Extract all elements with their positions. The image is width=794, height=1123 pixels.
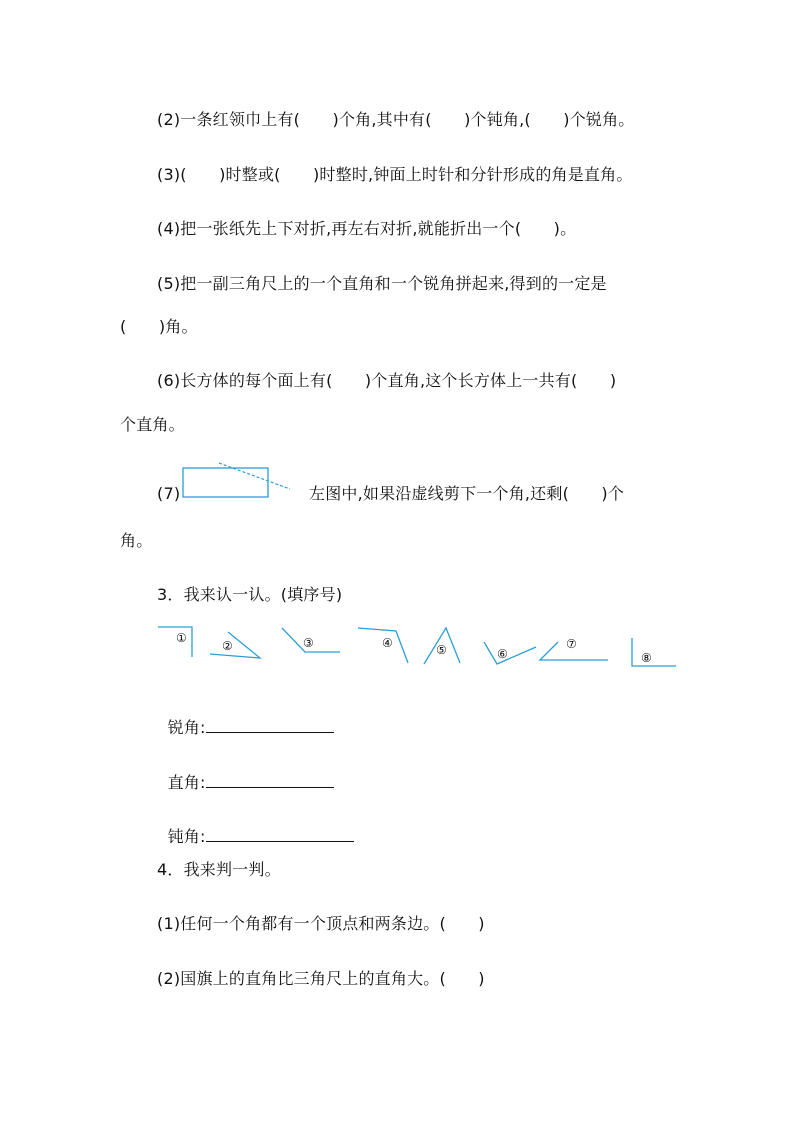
question-2-7-number: (7) xyxy=(157,484,181,503)
angle-figures xyxy=(150,620,690,680)
question-2-5-line1: (5)把一副三角尺上的一个直角和一个锐角拼起来,得到的一定是 xyxy=(157,274,607,293)
right-answer-blank[interactable] xyxy=(206,771,334,788)
dashed-cut-line xyxy=(219,463,290,489)
rectangle-cut-figure xyxy=(175,460,305,500)
rectangle-shape xyxy=(183,468,268,497)
angle-8-shape xyxy=(632,638,676,666)
angle-1-label: ① xyxy=(176,631,187,645)
section-4-heading: 4．我来判一判。 xyxy=(157,860,281,879)
question-4-1: (1)任何一个角都有一个顶点和两条边。( ) xyxy=(157,914,485,933)
question-2-4: (4)把一张纸先上下对折,再左右对折,就能折出一个( )。 xyxy=(157,219,577,238)
angle-7-label: ⑦ xyxy=(566,637,577,651)
obtuse-label: 钝角: xyxy=(167,827,206,846)
question-2-7-text: 左图中,如果沿虚线剪下一个角,还剩( )个 xyxy=(309,484,625,503)
angle-6-shape xyxy=(484,642,536,664)
question-2-3: (3)( )时整或( )时整时,钟面上时针和分针形成的角是直角。 xyxy=(157,165,633,184)
question-2-5-line2: ( )角。 xyxy=(120,317,198,336)
angle-4-label: ④ xyxy=(382,636,393,650)
right-answer-row xyxy=(157,751,334,793)
angle-2-label: ② xyxy=(222,639,233,653)
question-2-7-line2: 角。 xyxy=(120,531,153,550)
angle-3-label: ③ xyxy=(303,636,314,650)
obtuse-answer-blank[interactable] xyxy=(206,825,354,842)
obtuse-answer-row xyxy=(157,805,354,847)
acute-label: 锐角: xyxy=(167,718,206,737)
question-4-2: (2)国旗上的直角比三角尺上的直角大。( ) xyxy=(157,969,485,988)
angle-2-shape xyxy=(210,632,260,658)
question-2-6-line1: (6)长方体的每个面上有( )个直角,这个长方体上一共有( ) xyxy=(157,371,617,390)
angle-5-label: ⑤ xyxy=(436,643,447,657)
angle-6-label: ⑥ xyxy=(497,647,508,661)
acute-answer-row xyxy=(157,696,334,738)
right-label: 直角: xyxy=(167,773,206,792)
angle-1-shape xyxy=(158,627,192,657)
question-2-2: (2)一条红领巾上有( )个角,其中有( )个钝角,( )个锐角。 xyxy=(157,110,635,129)
angle-8-label: ⑧ xyxy=(641,651,652,665)
section-3-heading: 3．我来认一认。(填序号) xyxy=(157,585,343,604)
acute-answer-blank[interactable] xyxy=(206,716,334,733)
question-2-6-line2: 个直角。 xyxy=(120,415,185,434)
